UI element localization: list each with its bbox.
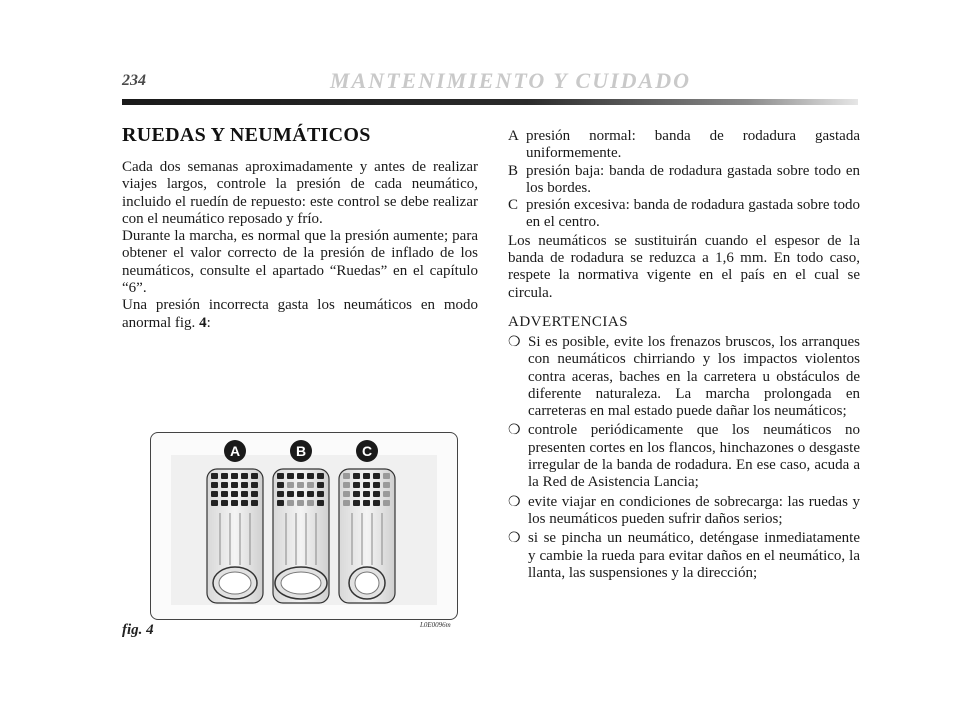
- contact-patch-inner: [219, 572, 251, 594]
- legend-item: [508, 197, 860, 232]
- legend-item: [508, 163, 860, 198]
- tread-block: [277, 482, 284, 488]
- tread-block: [251, 482, 258, 488]
- bullet-icon: ❍: [508, 423, 521, 439]
- tread-block: [383, 491, 390, 497]
- tread-block: [343, 482, 350, 488]
- figure-reference[interactable]: 4: [199, 314, 207, 331]
- header-rule: [122, 99, 858, 105]
- tread-block: [317, 500, 324, 506]
- tread-block: [251, 491, 258, 497]
- right-column: [508, 128, 860, 584]
- warnings-heading: ADVERTENCIAS: [508, 313, 629, 330]
- tread-block: [363, 482, 370, 488]
- tread-block: [277, 473, 284, 479]
- left-column: [122, 124, 478, 332]
- tread-block: [317, 473, 324, 479]
- tread-block: [231, 500, 238, 506]
- bullet-icon: ❍: [508, 531, 521, 547]
- warning-item: [508, 422, 860, 491]
- tire-wear-figure: [150, 432, 458, 620]
- contact-patch-inner: [281, 572, 321, 594]
- tread-block: [307, 500, 314, 506]
- warning-item: [508, 334, 860, 420]
- tread-block: [363, 473, 370, 479]
- tread-block: [317, 482, 324, 488]
- tread-block: [277, 500, 284, 506]
- legend-key: A: [508, 128, 519, 144]
- tire-wear-illustration: [151, 433, 457, 619]
- tread-block: [297, 473, 304, 479]
- tread-block: [211, 500, 218, 506]
- legend-text: presión excesiva: banda de rodadura gastada sobre todo en el centro.: [526, 197, 860, 231]
- tread-block: [373, 482, 380, 488]
- tread-block: [221, 491, 228, 497]
- tread-block: [211, 473, 218, 479]
- tread-block: [373, 491, 380, 497]
- warnings-list: [508, 334, 860, 582]
- legend-text: presión baja: banda de rodadura gastada sobre todo en los bordes.: [526, 162, 860, 196]
- tread-block: [353, 500, 360, 506]
- tread-block: [373, 500, 380, 506]
- paragraph-check-pressure: Cada dos semanas aproximadamente y antes de realizar viajes largos, controle la presión de cada neumático, incluido el ruedín de repuesto: este control se debe realizar con el neumático reposado y frío.: [122, 159, 478, 227]
- tread-block: [363, 500, 370, 506]
- warning-text: evite viajar en condiciones de sobrecarga: las ruedas y los neumáticos pueden sufrir daños serios;: [528, 493, 860, 527]
- tread-block: [343, 500, 350, 506]
- tread-block: [297, 500, 304, 506]
- tread-block: [343, 473, 350, 479]
- page-number: 234: [122, 72, 146, 89]
- tread-block: [251, 500, 258, 506]
- running-title: MANTENIMIENTO Y CUIDADO: [330, 68, 691, 93]
- tread-block: [241, 491, 248, 497]
- tread-block: [297, 482, 304, 488]
- tread-block: [363, 491, 370, 497]
- tread-block: [353, 482, 360, 488]
- paragraph-replacement: Los neumáticos se sustituirán cuando el espesor de la banda de rodadura se reduzca a 1,6 mm. En todo caso, respete la normativa vigente en el país en el cual se circula.: [508, 232, 860, 301]
- warning-item: [508, 530, 860, 582]
- tread-block: [307, 473, 314, 479]
- warning-text: Si es posible, evite los frenazos bruscos, los arranques con neumáticos chirriando y los impactos violentos contra aceras, baches en la carretera u obstáculos de diferente naturaleza. La marcha prolongada en carreteras en mal estado puede dañar los neumáticos;: [528, 333, 860, 420]
- tread-block: [307, 482, 314, 488]
- tread-block: [221, 500, 228, 506]
- tire-label-b: B: [295, 443, 307, 459]
- tire-label-a: A: [229, 443, 241, 459]
- legend-item: [508, 128, 860, 163]
- tread-block: [317, 491, 324, 497]
- tread-block: [221, 482, 228, 488]
- tread-block: [231, 473, 238, 479]
- tread-block: [277, 491, 284, 497]
- tread-block: [211, 482, 218, 488]
- figure-code: L0E0096m: [420, 621, 451, 629]
- tread-block: [383, 500, 390, 506]
- contact-patch-inner: [355, 572, 379, 594]
- warning-text: si se pincha un neumático, deténgase inmediatamente y cambie la rueda para evitar daños en el neumático, la llanta, las suspensiones y la dirección;: [528, 530, 860, 581]
- tread-block: [287, 482, 294, 488]
- tread-block: [373, 473, 380, 479]
- tread-block: [211, 491, 218, 497]
- tire-label-c: C: [361, 443, 373, 459]
- incorrect-pressure-end: :: [206, 314, 211, 331]
- tread-block: [221, 473, 228, 479]
- legend-key: B: [508, 162, 519, 179]
- legend-key: C: [508, 197, 519, 214]
- tread-block: [383, 473, 390, 479]
- tread-block: [231, 491, 238, 497]
- section-title: RUEDAS Y NEUMÁTICOS: [122, 124, 371, 146]
- wear-legend: [508, 128, 860, 232]
- tread-block: [287, 500, 294, 506]
- figure-caption: fig. 4: [122, 622, 154, 638]
- incorrect-pressure-text: Una presión incorrecta gasta los neumáticos en modo anormal fig.: [122, 297, 478, 331]
- tread-block: [287, 473, 294, 479]
- tread-block: [297, 491, 304, 497]
- warning-item: [508, 494, 860, 529]
- bullet-icon: ❍: [508, 334, 521, 350]
- tread-block: [287, 491, 294, 497]
- tread-block: [241, 473, 248, 479]
- warning-text: controle periódicamente que los neumáticos no presenten cortes en los flancos, hinchazones o desgaste irregular de la banda de rodadura. En ese caso, acuda a la Red de Asistencia Lancia;: [528, 422, 860, 491]
- tread-block: [383, 482, 390, 488]
- tread-block: [343, 491, 350, 497]
- tread-block: [241, 482, 248, 488]
- tread-block: [241, 500, 248, 506]
- bullet-icon: ❍: [508, 494, 521, 510]
- tread-block: [231, 482, 238, 488]
- tread-block: [251, 473, 258, 479]
- tread-block: [353, 473, 360, 479]
- paragraph-pressure-increase: Durante la marcha, es normal que la presión aumente; para obtener el valor correcto de la presión de inflado de los neumáticos, consulte el apartado “Ruedas” en el capítulo “6”.: [122, 228, 478, 297]
- paragraph-incorrect-pressure: [122, 297, 478, 332]
- legend-text: presión normal: banda de rodadura gastada uniformemente.: [526, 128, 860, 162]
- tread-block: [353, 491, 360, 497]
- tread-block: [307, 491, 314, 497]
